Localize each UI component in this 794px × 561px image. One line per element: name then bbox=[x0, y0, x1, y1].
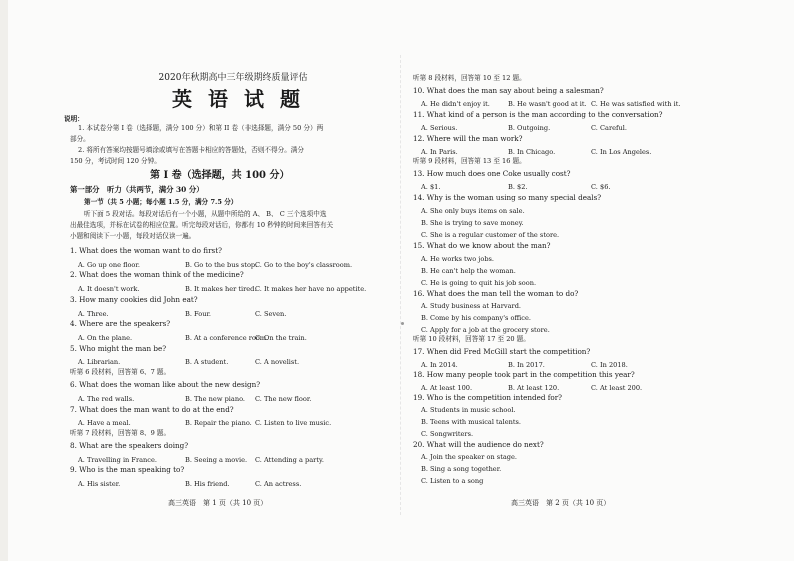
option-16a[interactable]: A. Study business at Harvard. bbox=[421, 302, 522, 310]
option-7b[interactable]: B. Repair the piano. bbox=[185, 419, 252, 427]
option-19b[interactable]: B. Teens with musical talents. bbox=[421, 418, 521, 426]
question-3: 3. How many cookies did John eat? bbox=[70, 295, 198, 304]
option-6b[interactable]: B. The new piano. bbox=[185, 395, 246, 403]
question-20: 20. What will the audience do next? bbox=[413, 440, 544, 449]
option-5a[interactable]: A. Librarian. bbox=[78, 358, 121, 366]
subject-title: 英语试题 bbox=[172, 87, 316, 111]
binding-edge bbox=[0, 0, 8, 561]
instruction-line: 出最佳选项，并标在试卷的相应位置。听完每段对话后，你都有 10 秒钟的时间来回答有关 bbox=[70, 221, 334, 229]
exam-title: 2020年秋期高中三年级期终质量评估 bbox=[158, 73, 308, 83]
instruction-line: 小题和阅读下一小题，每段对话仅读一遍。 bbox=[70, 232, 196, 240]
option-5c[interactable]: C. A novelist. bbox=[255, 358, 300, 366]
option-11c[interactable]: C. Careful. bbox=[591, 124, 627, 132]
option-19a[interactable]: A. Students in music school. bbox=[421, 406, 516, 414]
question-17: 17. When did Fred McGill start the competition? bbox=[413, 347, 591, 356]
question-15: 15. What do we know about the man? bbox=[413, 241, 551, 250]
page-footer-left: 高三英语 第 1 页（共 10 页） bbox=[168, 499, 268, 507]
option-16b[interactable]: B. Come by his company's office. bbox=[421, 314, 531, 322]
question-12: 12. Where will the man work? bbox=[413, 134, 523, 143]
option-8c[interactable]: C. Attending a party. bbox=[255, 456, 324, 464]
option-13b[interactable]: B. $2. bbox=[508, 183, 528, 191]
question-14: 14. Why is the woman using so many special deals? bbox=[413, 193, 602, 202]
question-2: 2. What does the woman think of the medicine? bbox=[70, 270, 244, 279]
question-13: 13. How much does one Coke usually cost? bbox=[413, 169, 571, 178]
option-4a[interactable]: A. On the plane. bbox=[78, 334, 133, 342]
note-line: 2. 将所有答案均按题号填涂或填写在答题卡相应的答题处，否则不得分。满分 bbox=[78, 146, 304, 154]
option-6c[interactable]: C. The new floor. bbox=[255, 395, 312, 403]
option-11a[interactable]: A. Serious. bbox=[421, 124, 458, 132]
page-divider bbox=[400, 55, 401, 515]
notes-heading: 说明： bbox=[64, 115, 84, 123]
option-4c[interactable]: C. On the train. bbox=[255, 334, 307, 342]
question-18: 18. How many people took part in the competition this year? bbox=[413, 370, 635, 379]
option-9a[interactable]: A. His sister. bbox=[78, 480, 121, 488]
option-2c[interactable]: C. It makes her have no appetite. bbox=[255, 285, 367, 293]
question-10: 10. What does the man say about being a salesman? bbox=[413, 86, 604, 95]
option-14b[interactable]: B. She is trying to save money. bbox=[421, 219, 524, 227]
question-19: 19. Who is the competition intended for? bbox=[413, 393, 563, 402]
listen-instruction-7: 听第 7 段材料，回答第 8、9 题。 bbox=[70, 429, 171, 437]
option-18b[interactable]: B. At least 120. bbox=[508, 384, 560, 392]
instruction-line: 听下面 5 段对话。每段对话后有一个小题，从题中所给的 A、 B、 C 三个选项中选 bbox=[84, 210, 327, 218]
option-4b[interactable]: B. At a conference room. bbox=[185, 334, 269, 342]
option-7c[interactable]: C. Listen to live music. bbox=[255, 419, 332, 427]
note-line: 部分。 bbox=[70, 135, 90, 143]
question-16: 16. What does the man tell the woman to do? bbox=[413, 289, 579, 298]
option-12a[interactable]: A. In Paris. bbox=[421, 148, 458, 156]
option-7a[interactable]: A. Have a meal. bbox=[78, 419, 131, 427]
question-7: 7. What does the man want to do at the end? bbox=[70, 405, 234, 414]
option-3c[interactable]: C. Seven. bbox=[255, 310, 287, 318]
option-10b[interactable]: B. He wasn't good at it. bbox=[508, 100, 587, 108]
option-1b[interactable]: B. Go to the bus stop. bbox=[185, 261, 258, 269]
listen-instruction-8: 听第 8 段材料，回答第 10 至 12 题。 bbox=[413, 74, 526, 82]
option-1c[interactable]: C. Go to the boy's classroom. bbox=[255, 261, 353, 269]
option-5b[interactable]: B. A student. bbox=[185, 358, 229, 366]
option-2b[interactable]: B. It makes her tired. bbox=[185, 285, 257, 293]
question-5: 5. Who might the man be? bbox=[70, 344, 167, 353]
option-17a[interactable]: A. In 2014. bbox=[421, 361, 458, 369]
option-15c[interactable]: C. He is going to quit his job soon. bbox=[421, 279, 537, 287]
volume-title: 第 I 卷（选择题，共 100 分） bbox=[150, 170, 290, 181]
option-20a[interactable]: A. Join the speaker on stage. bbox=[421, 453, 517, 461]
option-20c[interactable]: C. Listen to a song bbox=[421, 477, 484, 485]
question-1: 1. What does the woman want to do first? bbox=[70, 246, 222, 255]
scan-dot bbox=[401, 322, 404, 325]
note-line: 1. 本试卷分第 I 卷（选择题，满分 100 分）和第 II 卷（非选择题，满分 50 分）两 bbox=[78, 124, 324, 132]
question-4: 4. Where are the speakers? bbox=[70, 319, 171, 328]
question-6: 6. What does the woman like about the new design? bbox=[70, 380, 261, 389]
listen-instruction-9: 听第 9 段材料，回答第 13 至 16 题。 bbox=[413, 157, 526, 165]
option-18a[interactable]: A. At least 100. bbox=[421, 384, 473, 392]
listen-instruction-10: 听第 10 段材料，回答第 17 至 20 题。 bbox=[413, 335, 530, 343]
question-8: 8. What are the speakers doing? bbox=[70, 441, 189, 450]
option-15a[interactable]: A. He works two jobs. bbox=[421, 255, 495, 263]
option-12c[interactable]: C. In Los Angeles. bbox=[591, 148, 652, 156]
option-14a[interactable]: A. She only buys items on sale. bbox=[421, 207, 525, 215]
option-16c[interactable]: C. Apply for a job at the grocery store. bbox=[421, 326, 550, 334]
option-10a[interactable]: A. He didn't enjoy it. bbox=[421, 100, 490, 108]
option-3b[interactable]: B. Four. bbox=[185, 310, 211, 318]
option-9b[interactable]: B. His friend. bbox=[185, 480, 230, 488]
page-footer-right: 高三英语 第 2 页（共 10 页） bbox=[511, 499, 611, 507]
option-15b[interactable]: B. He can't help the woman. bbox=[421, 267, 516, 275]
option-10c[interactable]: C. He was satisfied with it. bbox=[591, 100, 681, 108]
listen-instruction-6: 听第 6 段材料，回答第 6、7 题。 bbox=[70, 368, 171, 376]
option-3a[interactable]: A. Three. bbox=[78, 310, 109, 318]
option-20b[interactable]: B. Sing a song together. bbox=[421, 465, 502, 473]
section-title: 第一节（共 5 小题；每小题 1.5 分，满分 7.5 分） bbox=[84, 198, 238, 206]
option-2a[interactable]: A. It doesn't work. bbox=[78, 285, 140, 293]
option-11b[interactable]: B. Outgoing. bbox=[508, 124, 551, 132]
option-13c[interactable]: C. $6. bbox=[591, 183, 611, 191]
question-11: 11. What kind of a person is the man according to the conversation? bbox=[413, 110, 663, 119]
option-1a[interactable]: A. Go up one floor. bbox=[78, 261, 140, 269]
question-9: 9. Who is the man speaking to? bbox=[70, 465, 185, 474]
option-19c[interactable]: C. Songwriters. bbox=[421, 430, 474, 438]
option-17c[interactable]: C. In 2018. bbox=[591, 361, 628, 369]
option-17b[interactable]: B. In 2017. bbox=[508, 361, 545, 369]
option-8b[interactable]: B. Seeing a movie. bbox=[185, 456, 248, 464]
note-line: 150 分，考试时间 120 分钟。 bbox=[70, 157, 161, 165]
option-14c[interactable]: C. She is a regular customer of the store. bbox=[421, 231, 560, 239]
option-8a[interactable]: A. Travelling in France. bbox=[78, 456, 157, 464]
part-title: 第一部分 听力（共两节，满分 30 分） bbox=[70, 185, 204, 194]
option-6a[interactable]: A. The red walls. bbox=[78, 395, 135, 403]
option-18c[interactable]: C. At least 200. bbox=[591, 384, 643, 392]
option-13a[interactable]: A. $1. bbox=[421, 183, 441, 191]
option-12b[interactable]: B. In Chicago. bbox=[508, 148, 556, 156]
option-9c[interactable]: C. An actress. bbox=[255, 480, 302, 488]
